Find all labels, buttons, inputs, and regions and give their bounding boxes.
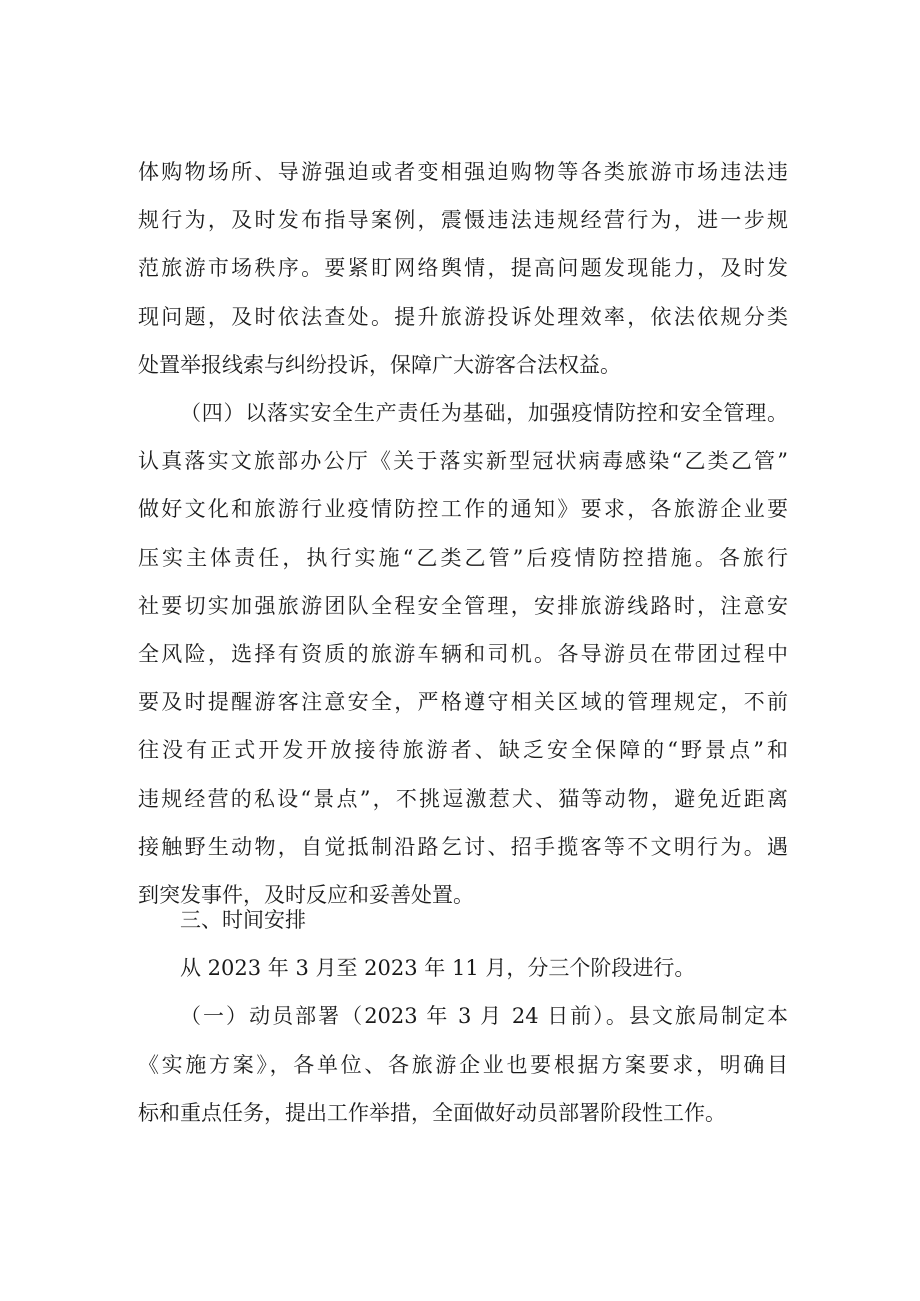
text-line: 要及时提醒游客注意安全，严格遵守相关区域的管理规定，不前 — [138, 690, 788, 715]
text-line: 处置举报线索与纠纷投诉，保障广大游客合法权益。 — [138, 352, 621, 377]
paragraph-heading-line: （四）以落实安全生产责任为基础，加强疫情防控和安全管理。 — [180, 401, 788, 425]
section-heading: 三、时间安排 — [180, 908, 306, 932]
text-line: 规行为，及时发布指导案例，震慑违法违规经营行为，进一步规 — [138, 208, 788, 233]
text-line: 全风险，选择有资质的旅游车辆和司机。各导游员在带团过程中 — [138, 641, 788, 666]
text-line: 接触野生动物，自觉抵制沿路乞讨、招手揽客等不文明行为。遇 — [138, 834, 788, 859]
text-line: 体购物场所、导游强迫或者变相强迫购物等各类旅游市场违法违 — [138, 160, 788, 184]
text-line: 违规经营的私设“景点”，不挑逗激惹犬、猫等动物，避免近距离 — [138, 786, 788, 811]
text-line: 《实施方案》，各单位、各旅游企业也要根据方案要求，明确目 — [138, 1052, 788, 1077]
section-schedule — [138, 896, 788, 1137]
text-line: 认真落实文旅部办公厅《关于落实新型冠状病毒感染“乙类乙管” — [138, 449, 788, 474]
text-line: 做好文化和旅游行业疫情防控工作的通知》要求，各旅游企业要 — [138, 497, 788, 522]
section-intro: 从 2023 年 3 月至 2023 年 11 月，分三个阶段进行。 — [180, 956, 696, 981]
paragraph-safety-management — [138, 389, 788, 919]
paragraph-market-order — [138, 148, 788, 389]
text-line: 现问题，及时依法查处。提升旅游投诉处理效率，依法依规分类 — [138, 304, 788, 329]
text-line: 范旅游市场秩序。要紧盯网络舆情，提高问题发现能力，及时发 — [138, 256, 788, 281]
text-line: 压实主体责任，执行实施“乙类乙管”后疫情防控措施。各旅行 — [138, 545, 788, 570]
text-line: 社要切实加强旅游团队全程安全管理，安排旅游线路时，注意安 — [138, 593, 788, 618]
text-line: 标和重点任务，提出工作举措，全面做好动员部署阶段性工作。 — [138, 1100, 726, 1125]
schedule-item-heading-line: （一）动员部署（2023 年 3 月 24 日前）。县文旅局制定本 — [180, 1004, 788, 1029]
text-line: 往没有正式开发开放接待旅游者、缺乏安全保障的“野景点”和 — [138, 738, 788, 763]
text-line: 到突发事件，及时反应和妥善处置。 — [138, 882, 474, 907]
